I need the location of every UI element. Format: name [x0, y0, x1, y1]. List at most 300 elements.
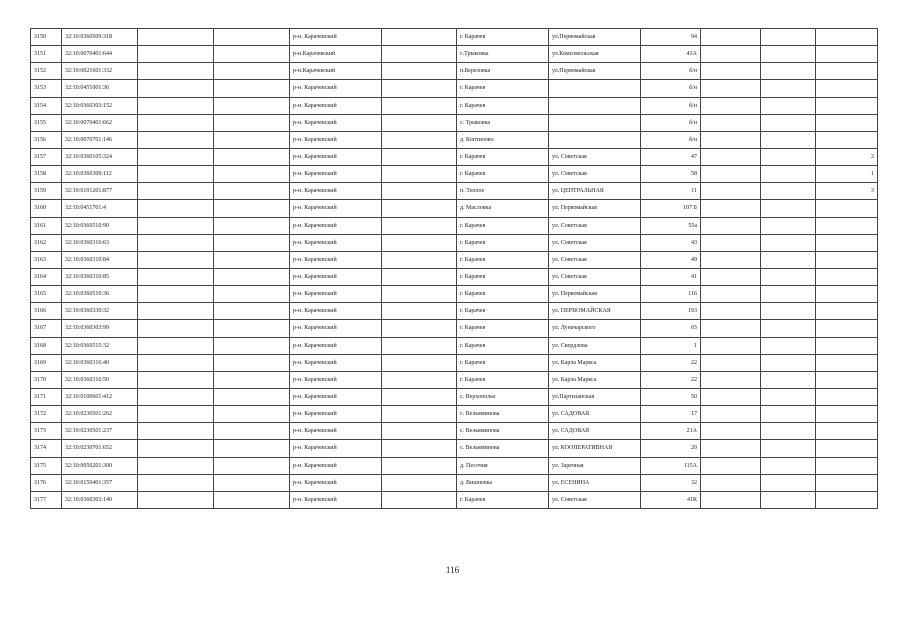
- extra-value-cell: [816, 217, 878, 234]
- extra-value-cell: [816, 388, 878, 405]
- house-number-cell: 17: [641, 406, 701, 423]
- empty-cell: [138, 131, 214, 148]
- settlement-cell: г. Карачев: [457, 303, 549, 320]
- district-cell: р-н.Карачевский: [290, 63, 382, 80]
- empty-cell: [138, 457, 214, 474]
- empty-cell: [138, 217, 214, 234]
- table-row: [31, 337, 878, 354]
- cadastral-number-cell: 32:10:0021601:332: [62, 63, 138, 80]
- empty-cell: [214, 388, 290, 405]
- settlement-cell: с. Верхополье: [457, 388, 549, 405]
- settlement-cell: д. Вишневка: [457, 474, 549, 491]
- settlement-cell: г. Карачев: [457, 97, 549, 114]
- empty-cell: [382, 474, 457, 491]
- empty-cell: [761, 46, 816, 63]
- district-cell: р-н. Карачевский: [290, 131, 382, 148]
- empty-cell: [701, 166, 761, 183]
- empty-cell: [701, 46, 761, 63]
- settlement-cell: г. Карачев: [457, 80, 549, 97]
- district-cell: р-н. Карачевский: [290, 388, 382, 405]
- house-number-cell: 55а: [641, 217, 701, 234]
- empty-cell: [701, 148, 761, 165]
- empty-cell: [701, 234, 761, 251]
- cadastral-number-cell: 32:10:0360509:318: [62, 29, 138, 46]
- empty-cell: [138, 251, 214, 268]
- extra-value-cell: [816, 286, 878, 303]
- extra-value-cell: [816, 114, 878, 131]
- empty-cell: [214, 80, 290, 97]
- district-cell: р-н. Карачевский: [290, 200, 382, 217]
- empty-cell: [214, 474, 290, 491]
- empty-cell: [214, 200, 290, 217]
- street-cell: ул. КООПЕРАТИВНАЯ: [549, 440, 641, 457]
- extra-value-cell: [816, 268, 878, 285]
- settlement-cell: г. Карачев: [457, 148, 549, 165]
- extra-value-cell: 3: [816, 183, 878, 200]
- empty-cell: [214, 286, 290, 303]
- empty-cell: [214, 148, 290, 165]
- cadastral-number-cell: 32:10:0360303:140: [62, 491, 138, 508]
- empty-cell: [138, 63, 214, 80]
- cadastral-number-cell: 32:10:0070401:644: [62, 46, 138, 63]
- empty-cell: [214, 423, 290, 440]
- settlement-cell: д. Масловка: [457, 200, 549, 217]
- settlement-cell: г. Карачев: [457, 217, 549, 234]
- empty-cell: [761, 97, 816, 114]
- cadastral-number-cell: 32:10:0360330:32: [62, 303, 138, 320]
- cadastral-number-cell: 32:10:0360310:85: [62, 268, 138, 285]
- empty-cell: [214, 337, 290, 354]
- row-number-cell: 3165: [31, 286, 62, 303]
- empty-cell: [382, 371, 457, 388]
- empty-cell: [701, 29, 761, 46]
- house-number-cell: 115А: [641, 457, 701, 474]
- settlement-cell: г. Карачев: [457, 354, 549, 371]
- district-cell: р-н. Карачевский: [290, 406, 382, 423]
- row-number-cell: 3163: [31, 251, 62, 268]
- empty-cell: [138, 303, 214, 320]
- district-cell: р-н. Карачевский: [290, 337, 382, 354]
- empty-cell: [761, 234, 816, 251]
- row-number-cell: 3157: [31, 148, 62, 165]
- empty-cell: [761, 29, 816, 46]
- row-number-cell: 3169: [31, 354, 62, 371]
- empty-cell: [761, 268, 816, 285]
- empty-cell: [701, 406, 761, 423]
- empty-cell: [382, 457, 457, 474]
- table-row: [31, 286, 878, 303]
- empty-cell: [761, 200, 816, 217]
- table-row: [31, 406, 878, 423]
- empty-cell: [214, 371, 290, 388]
- empty-cell: [761, 320, 816, 337]
- empty-cell: [214, 234, 290, 251]
- empty-cell: [138, 183, 214, 200]
- street-cell: ул. Карла Маркса: [549, 371, 641, 388]
- table-row: [31, 423, 878, 440]
- empty-cell: [382, 46, 457, 63]
- empty-cell: [701, 440, 761, 457]
- empty-cell: [761, 251, 816, 268]
- empty-cell: [138, 320, 214, 337]
- empty-cell: [382, 440, 457, 457]
- cadastral-number-cell: 32:10:0360316:50: [62, 371, 138, 388]
- table-row: [31, 457, 878, 474]
- row-number-cell: 3175: [31, 457, 62, 474]
- empty-cell: [382, 423, 457, 440]
- table-row: [31, 200, 878, 217]
- empty-cell: [382, 183, 457, 200]
- empty-cell: [214, 406, 290, 423]
- house-number-cell: 49: [641, 251, 701, 268]
- empty-cell: [761, 80, 816, 97]
- district-cell: р-н. Карачевский: [290, 320, 382, 337]
- street-cell: ул. Луначарского: [549, 320, 641, 337]
- table-row: [31, 46, 878, 63]
- empty-cell: [701, 320, 761, 337]
- row-number-cell: 3154: [31, 97, 62, 114]
- cadastral-number-cell: 32:10:0451701:4: [62, 200, 138, 217]
- street-cell: ул. Советская: [549, 217, 641, 234]
- empty-cell: [701, 423, 761, 440]
- district-cell: р-н. Карачевский: [290, 97, 382, 114]
- district-cell: р-н. Карачевский: [290, 491, 382, 508]
- empty-cell: [382, 217, 457, 234]
- table-row: [31, 29, 878, 46]
- cadastral-number-cell: 32:10:0360510:90: [62, 217, 138, 234]
- extra-value-cell: [816, 491, 878, 508]
- empty-cell: [382, 131, 457, 148]
- street-cell: ул. Первомайская: [549, 200, 641, 217]
- empty-cell: [214, 217, 290, 234]
- empty-cell: [761, 337, 816, 354]
- street-cell: ул. Советская: [549, 148, 641, 165]
- table-row: [31, 114, 878, 131]
- table-row: [31, 474, 878, 491]
- street-cell: [549, 131, 641, 148]
- table-row: [31, 80, 878, 97]
- cadastral-number-cell: 32:10:0451001:36: [62, 80, 138, 97]
- empty-cell: [382, 97, 457, 114]
- district-cell: р-н. Карачевский: [290, 423, 382, 440]
- row-number-cell: 3152: [31, 63, 62, 80]
- empty-cell: [761, 131, 816, 148]
- empty-cell: [761, 286, 816, 303]
- street-cell: ул. Советская: [549, 268, 641, 285]
- settlement-cell: д. Песочня: [457, 457, 549, 474]
- empty-cell: [382, 114, 457, 131]
- empty-cell: [138, 474, 214, 491]
- empty-cell: [138, 80, 214, 97]
- row-number-cell: 3171: [31, 388, 62, 405]
- empty-cell: [701, 97, 761, 114]
- row-number-cell: 3160: [31, 200, 62, 217]
- extra-value-cell: [816, 234, 878, 251]
- empty-cell: [382, 251, 457, 268]
- empty-cell: [138, 148, 214, 165]
- cadastral-number-cell: 32:10:0230501:237: [62, 423, 138, 440]
- table-row: [31, 148, 878, 165]
- empty-cell: [214, 440, 290, 457]
- cadastral-number-cell: 32:10:0360316:40: [62, 354, 138, 371]
- empty-cell: [761, 166, 816, 183]
- extra-value-cell: [816, 457, 878, 474]
- row-number-cell: 3174: [31, 440, 62, 457]
- empty-cell: [382, 354, 457, 371]
- house-number-cell: б/н: [641, 131, 701, 148]
- settlement-cell: с. Вельяминова: [457, 423, 549, 440]
- empty-cell: [761, 63, 816, 80]
- district-cell: р-н. Карачевский: [290, 148, 382, 165]
- extra-value-cell: [816, 337, 878, 354]
- empty-cell: [761, 114, 816, 131]
- street-cell: [549, 80, 641, 97]
- table-row: [31, 354, 878, 371]
- row-number-cell: 3161: [31, 217, 62, 234]
- district-cell: р-н. Карачевский: [290, 474, 382, 491]
- settlement-cell: с.Трыковка: [457, 46, 549, 63]
- street-cell: [549, 97, 641, 114]
- table-row: [31, 234, 878, 251]
- table-row: [31, 217, 878, 234]
- house-number-cell: б/н: [641, 97, 701, 114]
- house-number-cell: 32: [641, 474, 701, 491]
- row-number-cell: 3166: [31, 303, 62, 320]
- empty-cell: [214, 131, 290, 148]
- empty-cell: [701, 303, 761, 320]
- house-number-cell: б/н: [641, 114, 701, 131]
- row-number-cell: 3155: [31, 114, 62, 131]
- settlement-cell: г. Карачев: [457, 491, 549, 508]
- row-number-cell: 3158: [31, 166, 62, 183]
- empty-cell: [761, 388, 816, 405]
- settlement-cell: с. Вельяминова: [457, 406, 549, 423]
- empty-cell: [214, 46, 290, 63]
- house-number-cell: 22: [641, 354, 701, 371]
- district-cell: р-н. Карачевский: [290, 371, 382, 388]
- house-number-cell: 94: [641, 29, 701, 46]
- row-number-cell: 3156: [31, 131, 62, 148]
- extra-value-cell: [816, 303, 878, 320]
- house-number-cell: 47: [641, 148, 701, 165]
- row-number-cell: 3167: [31, 320, 62, 337]
- empty-cell: [138, 200, 214, 217]
- empty-cell: [701, 474, 761, 491]
- extra-value-cell: [816, 200, 878, 217]
- empty-cell: [138, 371, 214, 388]
- table-row: [31, 320, 878, 337]
- empty-cell: [701, 268, 761, 285]
- extra-value-cell: [816, 80, 878, 97]
- empty-cell: [701, 217, 761, 234]
- row-number-cell: 3153: [31, 80, 62, 97]
- empty-cell: [761, 354, 816, 371]
- settlement-cell: д. Коптилово: [457, 131, 549, 148]
- cadastral-number-cell: 32:10:0100601:412: [62, 388, 138, 405]
- house-number-cell: 58: [641, 166, 701, 183]
- house-number-cell: 193: [641, 303, 701, 320]
- empty-cell: [761, 406, 816, 423]
- cadastral-number-cell: 32:10:0070401:662: [62, 114, 138, 131]
- table-row: [31, 388, 878, 405]
- street-cell: ул. Свердлова: [549, 337, 641, 354]
- empty-cell: [214, 320, 290, 337]
- empty-cell: [701, 200, 761, 217]
- district-cell: р-н. Карачевский: [290, 183, 382, 200]
- house-number-cell: 41: [641, 268, 701, 285]
- house-number-cell: 50: [641, 388, 701, 405]
- table-row: [31, 97, 878, 114]
- district-cell: р-н. Карачевский: [290, 268, 382, 285]
- empty-cell: [382, 268, 457, 285]
- empty-cell: [382, 286, 457, 303]
- cadastral-number-cell: 32:10:0230701:652: [62, 440, 138, 457]
- cadastral-number-cell: 32:10:0050201:300: [62, 457, 138, 474]
- extra-value-cell: 2: [816, 148, 878, 165]
- settlement-cell: п.Березовка: [457, 63, 549, 80]
- street-cell: ул. Советская: [549, 166, 641, 183]
- district-cell: р-н. Карачевский: [290, 251, 382, 268]
- empty-cell: [214, 183, 290, 200]
- street-cell: ул.Первомайская: [549, 63, 641, 80]
- cadastral-number-cell: 32:10:0360309:112: [62, 166, 138, 183]
- page-number: 116: [445, 565, 460, 575]
- cadastral-number-cell: 32:10:0360515:32: [62, 337, 138, 354]
- district-cell: р-н. Карачевский: [290, 286, 382, 303]
- cadastral-number-cell: 32:10:0360310:63: [62, 234, 138, 251]
- table-row: [31, 166, 878, 183]
- district-cell: р-н.Карачевский: [290, 46, 382, 63]
- street-cell: ул. Советская: [549, 251, 641, 268]
- empty-cell: [382, 80, 457, 97]
- empty-cell: [214, 166, 290, 183]
- empty-cell: [761, 371, 816, 388]
- empty-cell: [382, 303, 457, 320]
- empty-cell: [382, 406, 457, 423]
- street-cell: ул. Первомайская: [549, 286, 641, 303]
- empty-cell: [138, 29, 214, 46]
- empty-cell: [761, 491, 816, 508]
- empty-cell: [761, 303, 816, 320]
- district-cell: р-н. Карачевский: [290, 166, 382, 183]
- house-number-cell: 41К: [641, 491, 701, 508]
- extra-value-cell: [816, 371, 878, 388]
- street-cell: ул. Заречная: [549, 457, 641, 474]
- empty-cell: [138, 388, 214, 405]
- empty-cell: [214, 29, 290, 46]
- street-cell: [549, 114, 641, 131]
- district-cell: р-н. Карачевский: [290, 217, 382, 234]
- empty-cell: [138, 166, 214, 183]
- house-number-cell: 43А: [641, 46, 701, 63]
- district-cell: р-н. Карачевский: [290, 114, 382, 131]
- district-cell: р-н. Карачевский: [290, 80, 382, 97]
- row-number-cell: 3150: [31, 29, 62, 46]
- cadastral-number-cell: 32:10:0360303:152: [62, 97, 138, 114]
- street-cell: ул. ЦЕНТРАЛЬНАЯ: [549, 183, 641, 200]
- extra-value-cell: [816, 320, 878, 337]
- table-row: [31, 303, 878, 320]
- house-number-cell: 116: [641, 286, 701, 303]
- street-cell: ул. ПЕРВОМАЙСКАЯ: [549, 303, 641, 320]
- house-number-cell: 21А: [641, 423, 701, 440]
- settlement-cell: г. Карачев: [457, 234, 549, 251]
- table-body: [31, 29, 878, 509]
- empty-cell: [761, 217, 816, 234]
- extra-value-cell: [816, 63, 878, 80]
- empty-cell: [701, 457, 761, 474]
- settlement-cell: г. Карачев: [457, 166, 549, 183]
- empty-cell: [138, 337, 214, 354]
- house-number-cell: 1: [641, 337, 701, 354]
- house-number-cell: 65: [641, 320, 701, 337]
- settlement-cell: п. Теплое: [457, 183, 549, 200]
- empty-cell: [214, 354, 290, 371]
- empty-cell: [214, 114, 290, 131]
- settlement-cell: г. Карачев: [457, 320, 549, 337]
- extra-value-cell: [816, 97, 878, 114]
- empty-cell: [701, 286, 761, 303]
- empty-cell: [701, 354, 761, 371]
- empty-cell: [214, 491, 290, 508]
- empty-cell: [138, 46, 214, 63]
- settlement-cell: г. Карачев: [457, 268, 549, 285]
- row-number-cell: 3172: [31, 406, 62, 423]
- cadastral-number-cell: 32:10:0191201:877: [62, 183, 138, 200]
- empty-cell: [701, 388, 761, 405]
- settlement-cell: г. Карачев: [457, 337, 549, 354]
- district-cell: р-н. Карачевский: [290, 303, 382, 320]
- house-number-cell: 20: [641, 440, 701, 457]
- cadastral-number-cell: 32:10:0360510:36: [62, 286, 138, 303]
- extra-value-cell: [816, 354, 878, 371]
- settlement-cell: с. Вельяминова: [457, 440, 549, 457]
- empty-cell: [138, 268, 214, 285]
- extra-value-cell: [816, 251, 878, 268]
- row-number-cell: 3151: [31, 46, 62, 63]
- empty-cell: [138, 234, 214, 251]
- extra-value-cell: [816, 131, 878, 148]
- house-number-cell: 11: [641, 183, 701, 200]
- empty-cell: [138, 491, 214, 508]
- cadastral-number-cell: 32:10:0360105:324: [62, 148, 138, 165]
- street-cell: ул. Карла Маркса: [549, 354, 641, 371]
- empty-cell: [761, 457, 816, 474]
- house-number-cell: 22: [641, 371, 701, 388]
- row-number-cell: 3168: [31, 337, 62, 354]
- street-cell: ул. ЕСЕНИНА: [549, 474, 641, 491]
- empty-cell: [382, 29, 457, 46]
- empty-cell: [138, 114, 214, 131]
- registry-table: [30, 28, 878, 509]
- row-number-cell: 3162: [31, 234, 62, 251]
- house-number-cell: 43: [641, 234, 701, 251]
- settlement-cell: г. Карачев: [457, 371, 549, 388]
- table-row: [31, 63, 878, 80]
- street-cell: ул.Партизанская: [549, 388, 641, 405]
- empty-cell: [761, 474, 816, 491]
- empty-cell: [382, 320, 457, 337]
- extra-value-cell: [816, 440, 878, 457]
- extra-value-cell: [816, 29, 878, 46]
- street-cell: ул. САДОВАЯ: [549, 406, 641, 423]
- empty-cell: [701, 80, 761, 97]
- settlement-cell: с. Трыковка: [457, 114, 549, 131]
- district-cell: р-н. Карачевский: [290, 234, 382, 251]
- district-cell: р-н. Карачевский: [290, 354, 382, 371]
- district-cell: р-н. Карачевский: [290, 440, 382, 457]
- empty-cell: [701, 337, 761, 354]
